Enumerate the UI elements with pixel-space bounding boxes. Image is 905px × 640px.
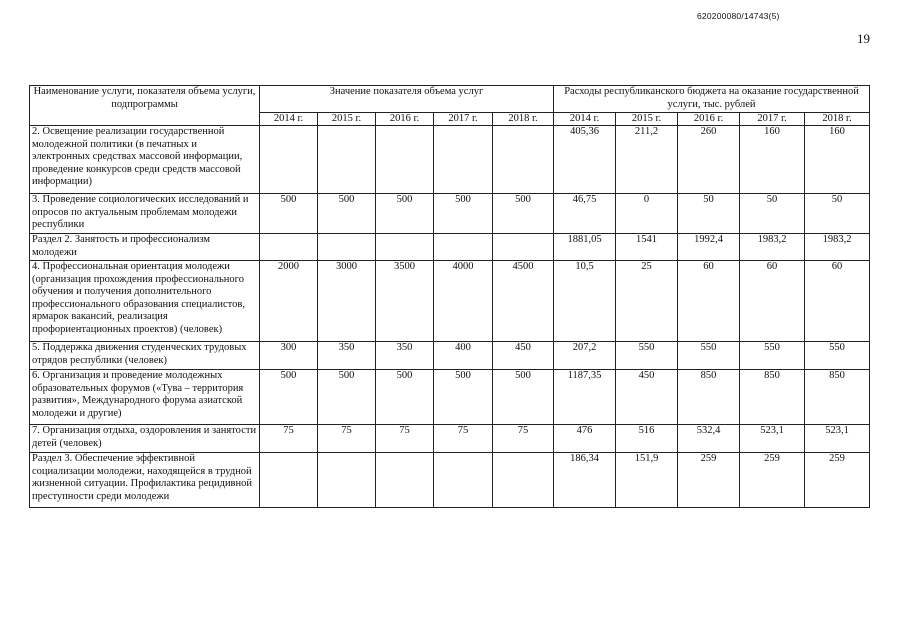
volume-cell bbox=[376, 126, 434, 194]
row-name-cell: 4. Профессиональная ориентация молодежи (организация прохождения профессионального обучения и получения дополнительного профессионального образования специалистов, ярмарок вакансий, реализация профориентационных проектов) (человек) bbox=[30, 261, 260, 342]
volume-cell: 500 bbox=[318, 194, 376, 234]
cost-cell: 1881,05 bbox=[554, 234, 616, 261]
table-header bbox=[30, 86, 870, 126]
year-header-volume-2018: 2018 г. bbox=[493, 113, 554, 126]
cost-cell: 259 bbox=[805, 453, 870, 508]
cost-cell: 532,4 bbox=[678, 425, 740, 453]
volume-cell: 350 bbox=[318, 342, 376, 370]
volume-cell: 500 bbox=[434, 370, 493, 425]
cost-cell: 550 bbox=[740, 342, 805, 370]
cost-cell: 50 bbox=[678, 194, 740, 234]
table-row bbox=[30, 261, 870, 342]
cost-cell: 207,2 bbox=[554, 342, 616, 370]
cost-cell: 850 bbox=[805, 370, 870, 425]
cost-cell: 850 bbox=[740, 370, 805, 425]
row-name-cell: 3. Проведение социологических исследований и опросов по актуальным проблемам молодежи республики bbox=[30, 194, 260, 234]
page-number: 19 bbox=[857, 31, 870, 46]
document-id: 620200080/14743(5) bbox=[697, 11, 780, 21]
volume-cell: 350 bbox=[376, 342, 434, 370]
volume-cell: 4500 bbox=[493, 261, 554, 342]
column-group-volume: Значение показателя объема услуг bbox=[260, 86, 554, 113]
year-header-cost-2017: 2017 г. bbox=[740, 113, 805, 126]
volume-cell: 500 bbox=[434, 194, 493, 234]
volume-cell: 500 bbox=[318, 370, 376, 425]
cost-cell: 523,1 bbox=[740, 425, 805, 453]
cost-cell: 550 bbox=[616, 342, 678, 370]
volume-cell: 500 bbox=[493, 370, 554, 425]
cost-cell: 405,36 bbox=[554, 126, 616, 194]
table-row bbox=[30, 194, 870, 234]
volume-cell: 450 bbox=[493, 342, 554, 370]
table-row bbox=[30, 126, 870, 194]
cost-cell: 211,2 bbox=[616, 126, 678, 194]
cost-cell: 46,75 bbox=[554, 194, 616, 234]
year-header-volume-2015: 2015 г. bbox=[318, 113, 376, 126]
year-header-cost-2018: 2018 г. bbox=[805, 113, 870, 126]
cost-cell: 523,1 bbox=[805, 425, 870, 453]
volume-cell bbox=[318, 126, 376, 194]
volume-cell: 3000 bbox=[318, 261, 376, 342]
volume-cell bbox=[434, 453, 493, 508]
year-header-cost-2015: 2015 г. bbox=[616, 113, 678, 126]
cost-cell: 259 bbox=[678, 453, 740, 508]
cost-cell: 516 bbox=[616, 425, 678, 453]
table-row bbox=[30, 234, 870, 261]
volume-cell: 75 bbox=[260, 425, 318, 453]
column-group-cost: Расходы республиканского бюджета на оказание государственной услуги, тыс. рублей bbox=[554, 86, 870, 113]
volume-cell bbox=[260, 234, 318, 261]
cost-cell: 1541 bbox=[616, 234, 678, 261]
cost-cell: 1983,2 bbox=[805, 234, 870, 261]
cost-cell: 550 bbox=[805, 342, 870, 370]
volume-cell: 500 bbox=[493, 194, 554, 234]
cost-cell: 186,34 bbox=[554, 453, 616, 508]
row-name-cell: 6. Организация и проведение молодежных образовательных форумов («Тува – территория развития», Международного форума азиатской молодежи и другие) bbox=[30, 370, 260, 425]
volume-cell: 75 bbox=[493, 425, 554, 453]
cost-cell: 260 bbox=[678, 126, 740, 194]
cost-cell: 151,9 bbox=[616, 453, 678, 508]
cost-cell: 160 bbox=[805, 126, 870, 194]
cost-cell: 450 bbox=[616, 370, 678, 425]
cost-cell: 550 bbox=[678, 342, 740, 370]
volume-cell: 300 bbox=[260, 342, 318, 370]
services-table bbox=[29, 85, 870, 508]
cost-cell: 1187,35 bbox=[554, 370, 616, 425]
cost-cell: 160 bbox=[740, 126, 805, 194]
volume-cell bbox=[260, 126, 318, 194]
volume-cell: 400 bbox=[434, 342, 493, 370]
volume-cell: 75 bbox=[318, 425, 376, 453]
volume-cell bbox=[493, 126, 554, 194]
volume-cell: 500 bbox=[260, 370, 318, 425]
volume-cell bbox=[493, 234, 554, 261]
volume-cell bbox=[434, 126, 493, 194]
table-row bbox=[30, 342, 870, 370]
cost-cell: 259 bbox=[740, 453, 805, 508]
volume-cell bbox=[434, 234, 493, 261]
year-header-volume-2014: 2014 г. bbox=[260, 113, 318, 126]
cost-cell: 60 bbox=[740, 261, 805, 342]
row-name-cell: Раздел 2. Занятость и профессионализм молодежи bbox=[30, 234, 260, 261]
cost-cell: 10,5 bbox=[554, 261, 616, 342]
row-name-cell: Раздел 3. Обеспечение эффективной социализации молодежи, находящейся в трудной жизненной ситуации. Профилактика рецидивной преступности среди молодежи bbox=[30, 453, 260, 508]
cost-cell: 1983,2 bbox=[740, 234, 805, 261]
volume-cell: 3500 bbox=[376, 261, 434, 342]
volume-cell bbox=[376, 234, 434, 261]
row-name-cell: 2. Освещение реализации государственной молодежной политики (в печатных и электронных средствах массовой информации, проведение конкурсов среди средств массовой информации) bbox=[30, 126, 260, 194]
column-header-name: Наименование услуги, показателя объема услуги, подпрограммы bbox=[30, 86, 260, 126]
volume-cell: 75 bbox=[376, 425, 434, 453]
volume-cell: 2000 bbox=[260, 261, 318, 342]
year-header-cost-2016: 2016 г. bbox=[678, 113, 740, 126]
row-name-cell: 7. Организация отдыха, оздоровления и занятости детей (человек) bbox=[30, 425, 260, 453]
table-body bbox=[30, 126, 870, 508]
cost-cell: 60 bbox=[678, 261, 740, 342]
row-name-cell: 5. Поддержка движения студенческих трудовых отрядов республики (человек) bbox=[30, 342, 260, 370]
table-row bbox=[30, 453, 870, 508]
cost-cell: 50 bbox=[805, 194, 870, 234]
volume-cell bbox=[376, 453, 434, 508]
cost-cell: 850 bbox=[678, 370, 740, 425]
header-row-groups bbox=[30, 86, 870, 113]
table-row bbox=[30, 425, 870, 453]
cost-cell: 60 bbox=[805, 261, 870, 342]
cost-cell: 1992,4 bbox=[678, 234, 740, 261]
cost-cell: 25 bbox=[616, 261, 678, 342]
cost-cell: 50 bbox=[740, 194, 805, 234]
volume-cell: 4000 bbox=[434, 261, 493, 342]
cost-cell: 476 bbox=[554, 425, 616, 453]
year-header-volume-2016: 2016 г. bbox=[376, 113, 434, 126]
year-header-cost-2014: 2014 г. bbox=[554, 113, 616, 126]
volume-cell: 75 bbox=[434, 425, 493, 453]
cost-cell: 0 bbox=[616, 194, 678, 234]
year-header-volume-2017: 2017 г. bbox=[434, 113, 493, 126]
volume-cell bbox=[318, 234, 376, 261]
volume-cell bbox=[260, 453, 318, 508]
volume-cell: 500 bbox=[376, 370, 434, 425]
volume-cell: 500 bbox=[376, 194, 434, 234]
table-row bbox=[30, 370, 870, 425]
volume-cell bbox=[493, 453, 554, 508]
volume-cell: 500 bbox=[260, 194, 318, 234]
volume-cell bbox=[318, 453, 376, 508]
